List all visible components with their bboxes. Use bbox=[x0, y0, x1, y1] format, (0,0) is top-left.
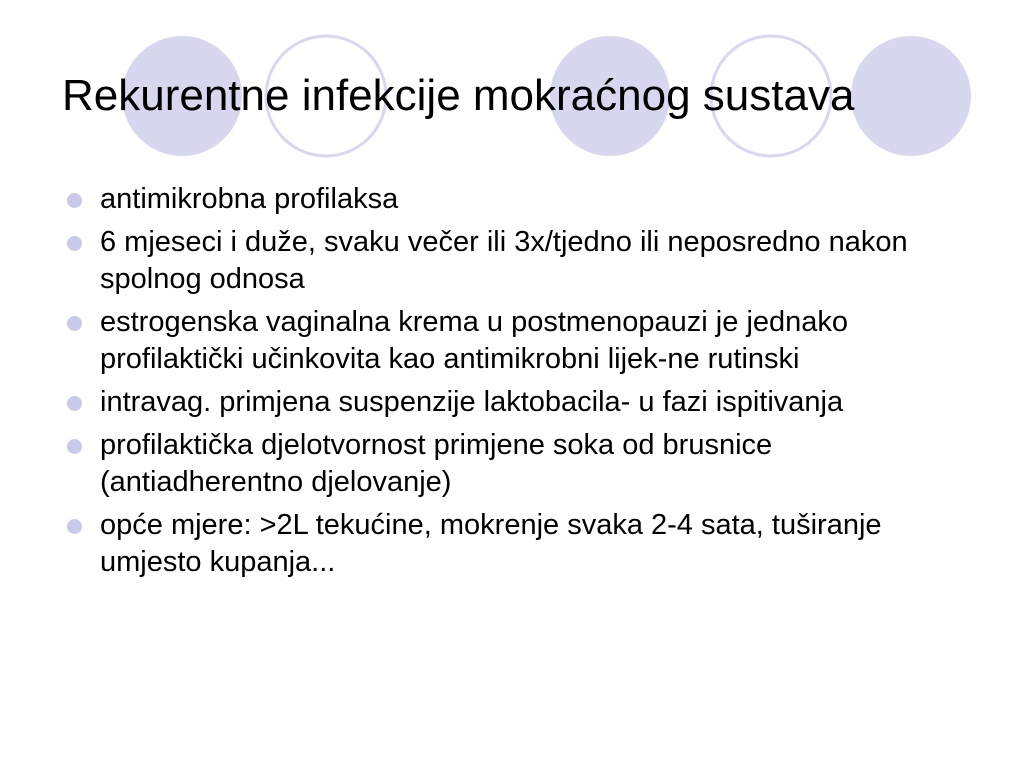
bullet-item bbox=[62, 384, 982, 421]
bullet-text: 6 mjeseci i duže, svaku večer ili 3x/tjedno ili neposredno nakon spolnog odnosa bbox=[100, 226, 908, 295]
bullet-text: opće mjere: >2L tekućine, mokrenje svaka 2-4 sata, tuširanje umjesto kupanja... bbox=[100, 509, 882, 578]
bullet-dot-icon bbox=[67, 439, 82, 454]
slide-title: Rekurentne infekcije mokraćnog sustava bbox=[62, 71, 855, 120]
bullet-text: intravag. primjena suspenzije laktobacila- u fazi ispitivanja bbox=[100, 386, 844, 418]
bullet-item bbox=[62, 304, 982, 378]
bullet-list bbox=[62, 181, 982, 587]
bullet-item bbox=[62, 224, 982, 298]
bullet-text: antimikrobna profilaksa bbox=[100, 183, 399, 215]
bullet-dot-icon bbox=[67, 519, 82, 534]
bullet-dot-icon bbox=[67, 396, 82, 411]
bullet-text: estrogenska vaginalna krema u postmenopauzi je jednako profilaktički učinkovita kao antimikrobni lijek-ne rutinski bbox=[100, 306, 849, 375]
bullet-item bbox=[62, 507, 982, 581]
bullet-dot-icon bbox=[67, 193, 82, 208]
bullet-text: profilaktička djelotvornost primjene soka od brusnice (antiadherentno djelovanje) bbox=[100, 429, 773, 498]
bullet-dot-icon bbox=[67, 236, 82, 251]
bullet-item bbox=[62, 427, 982, 501]
bullet-dot-icon bbox=[67, 316, 82, 331]
bullet-item bbox=[62, 181, 982, 218]
